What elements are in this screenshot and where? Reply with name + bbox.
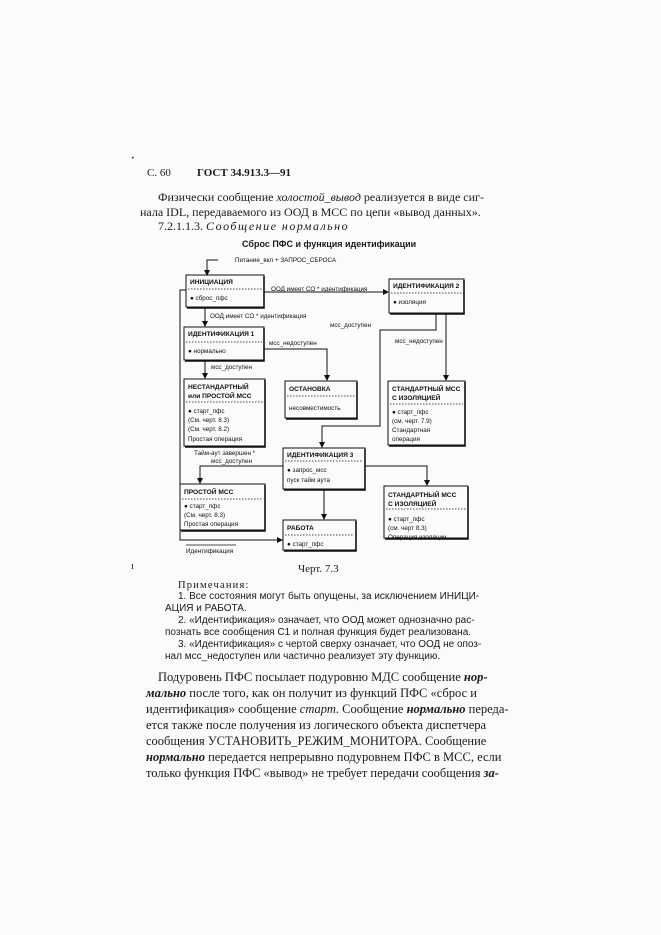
page-marker: ·: [131, 152, 135, 164]
body-line-6: нормально передается непрерывно подуровнем ПФС в МСС, если: [146, 750, 502, 764]
body-line-2: мально после того, как он получит из функций ПФС «сброс и: [146, 686, 477, 700]
box-simple-line: ● старт_пфс: [184, 503, 221, 510]
box-work-title: РАБОТА: [287, 525, 314, 532]
body-line-3: идентификация» сообщение старт. Сообщение нормально переда-: [146, 702, 509, 716]
body-line-4: ется также после получения из логического объекта диспетчера: [146, 718, 487, 732]
box-simple-line: Простая операция: [184, 521, 239, 528]
label-msc-present-left: мсс_доступен: [211, 364, 252, 371]
body-line-1: Подуровень ПФС посылает подуровню МДС сообщение нор-: [158, 670, 488, 684]
box-ident1-title: ИДЕНТИФИКАЦИЯ 1: [188, 331, 255, 338]
body-line-5: сообщения УСТАНОВИТЬ_РЕЖИМ_МОНИТОРА. Сообщение: [146, 734, 487, 748]
box-init-line: ● сброс_пфс: [190, 295, 228, 302]
label-msc-present-right: мсс_доступен: [330, 322, 371, 329]
box-nonstd-title-2: или ПРОСТОЙ МСС: [188, 393, 252, 400]
label-init-to-ident1: ООД имеет СО * идентификация: [210, 313, 307, 320]
box-ident1-line: ● нормально: [188, 348, 226, 355]
box-stop-line: несовместимость: [289, 405, 341, 412]
box-nonstd-line: ● старт_пфс: [188, 408, 225, 415]
label-msc-absent-right: мсс_недоступен: [395, 338, 443, 345]
box-std2-title-2: С ИЗОЛЯЦИЕЙ: [388, 501, 437, 508]
note-1b: АЦИЯ и РАБОТА.: [165, 603, 247, 614]
box-ident3-line: ● запрос_мсс: [287, 467, 327, 474]
box-nonstd-line: (См. черт. 8.3): [188, 417, 230, 424]
box-std1-title-1: СТАНДАРТНЫЙ МСС: [392, 386, 461, 393]
box-ident3-title: ИДЕНТИФИКАЦИЯ 3: [287, 452, 354, 459]
note-3b: нал мсс_недоступен или частично реализует эту функцию.: [165, 651, 441, 662]
label-init-to-ident2: ООД имеет СО * идентификация: [271, 286, 368, 293]
figure-title: Сброс ПФС и функция идентификации: [242, 239, 417, 249]
label-input: Питание_вкл + ЗАПРОС_СБРОСА: [235, 257, 337, 264]
notes-heading: Примечания:: [178, 580, 250, 591]
box-work-line: ● старт_пфс: [287, 541, 324, 548]
box-std2-line: (см. черт 8.3): [388, 525, 427, 532]
section-heading: 7.2.1.1.3. Сообщение нормально: [158, 219, 350, 233]
label-timeout-2: мсс_доступен: [211, 458, 252, 465]
box-std2-title-1: СТАНДАРТНЫЙ МСС: [388, 492, 457, 499]
box-simple-title: ПРОСТОЙ МСС: [184, 489, 234, 496]
box-init-title: ИНИЦИАЦИЯ: [190, 279, 233, 286]
box-nonstd-title-1: НЕСТАНДАРТНЫЙ: [188, 384, 249, 391]
intro-line-2: нала IDL, передаваемого из ООД в МСС по цепи «вывод данных».: [140, 205, 481, 219]
note-2a: 2. «Идентификация» означает, что ООД может однозначно рас-: [178, 615, 475, 626]
page-number: С. 60: [147, 167, 171, 179]
box-std1-title-2: С ИЗОЛЯЦИЕЙ: [392, 395, 441, 402]
note-2b: познать все сообщения С1 и полная функция будет реализована.: [165, 627, 472, 638]
label-msc-absent-left: мсс_недоступен: [269, 340, 317, 347]
label-timeout-1: Тайм-аут завершен *: [194, 450, 256, 457]
box-std1-line: (см. черт. 7.9): [392, 418, 432, 425]
intro-line-1: Физически сообщение холостой_вывод реализуется в виде сиг-: [158, 190, 484, 204]
box-std2-line: ● старт_пфс: [388, 516, 425, 523]
figure-caption: Черт. 7.3: [298, 563, 339, 575]
box-std1-line: Стандартная: [392, 427, 431, 434]
box-stop-title: ОСТАНОВКА: [289, 386, 331, 393]
body-line-7: только функция ПФС «вывод» не требует передачи сообщения за-: [146, 766, 499, 780]
box-simple-line: (См. черт. 8.3): [184, 512, 226, 519]
box-nonstd-line: Простая операция: [188, 436, 243, 443]
box-std2-line: Операция изоляции: [388, 534, 447, 541]
standard-code: ГОСТ 34.913.3—91: [197, 167, 291, 179]
box-ident2-line: ● изоляция: [393, 299, 426, 306]
box-nonstd-line: (См. черт. 8.2): [188, 426, 230, 433]
box-std1-line: ● старт_пфс: [392, 409, 429, 416]
label-bottom: Идентификация: [186, 548, 234, 555]
box-std1-line: операция: [392, 436, 420, 443]
note-3a: 3. «Идентификация» с чертой сверху означает, что ООД не опоз-: [178, 639, 482, 650]
box-ident2-title: ИДЕНТИФИКАЦИЯ 2: [393, 283, 460, 290]
margin-tick: ı: [131, 561, 134, 572]
note-1a: 1. Все состояния могут быть опущены, за исключением ИНИЦИ-: [178, 591, 480, 602]
box-ident3-line: пуск тайм аута: [287, 477, 330, 484]
